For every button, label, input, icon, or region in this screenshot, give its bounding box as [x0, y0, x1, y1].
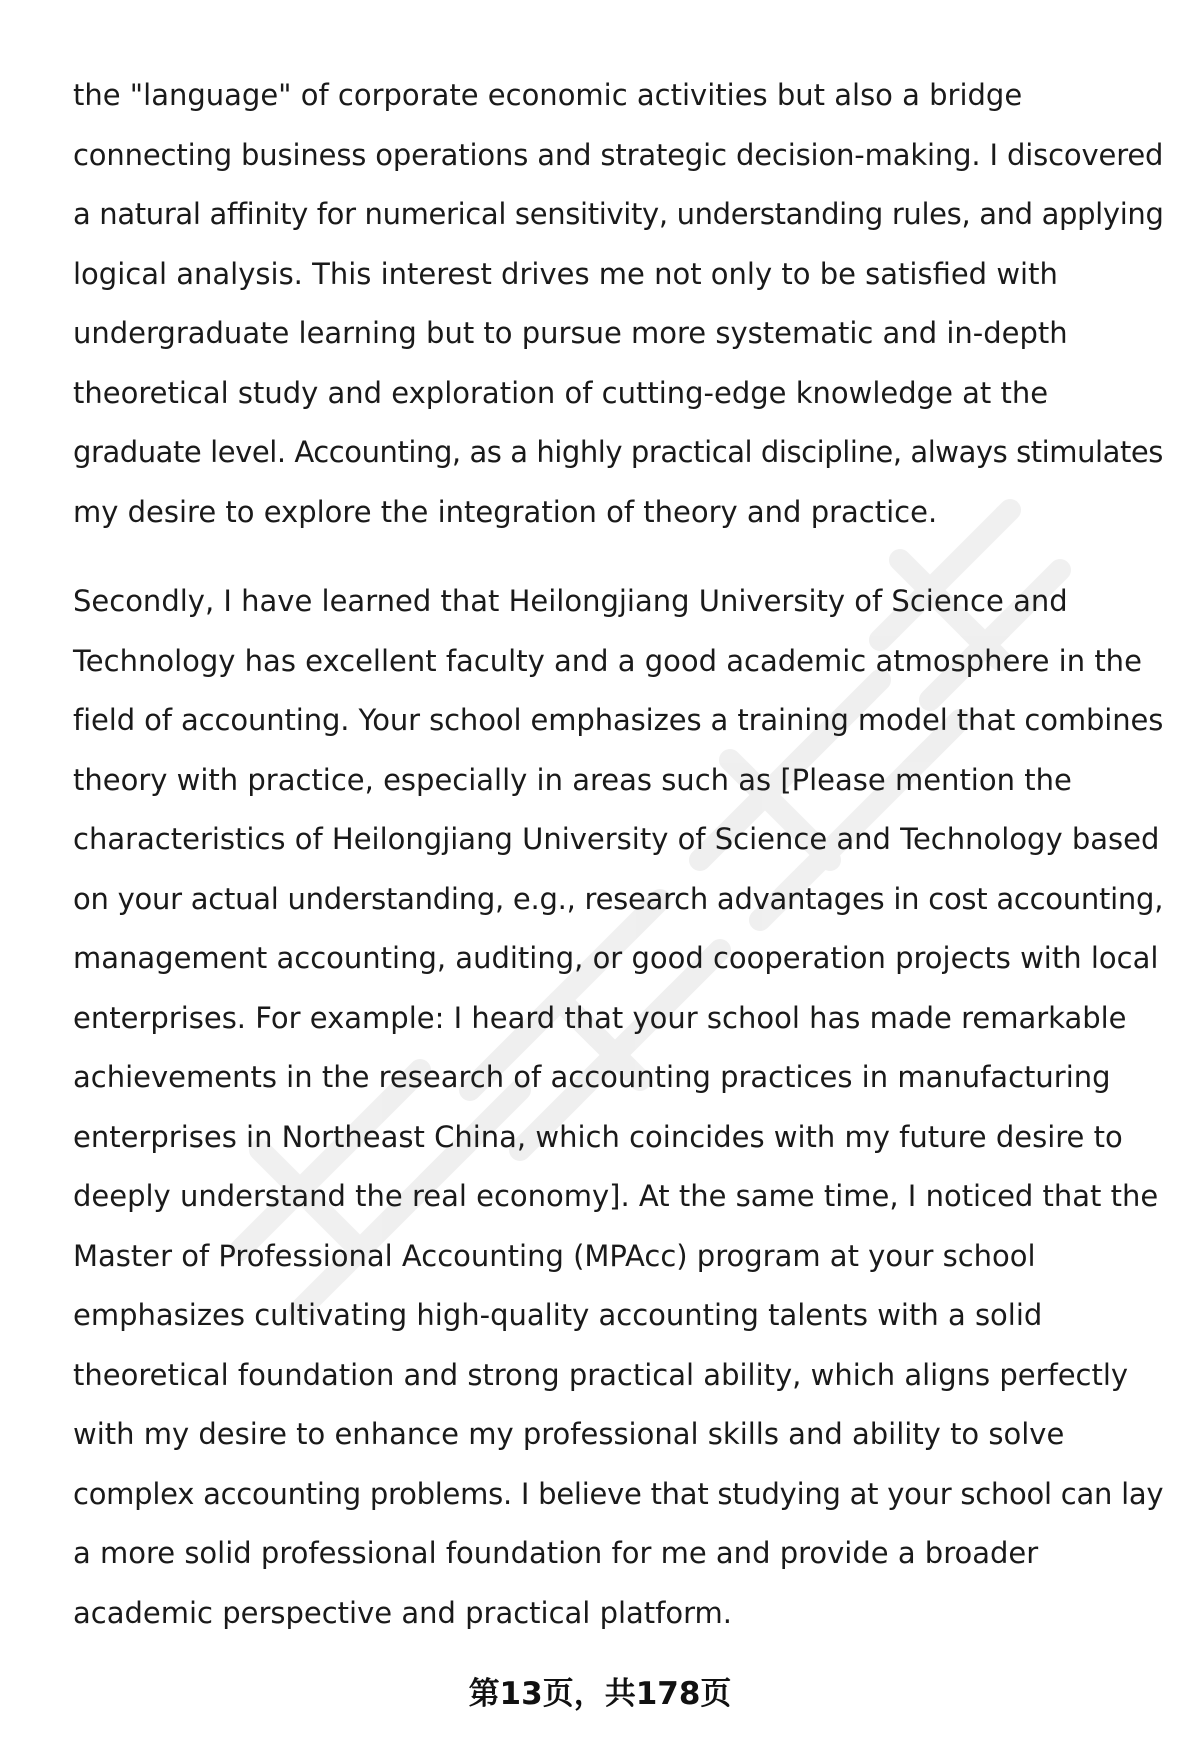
text-line: on your actual understanding, e.g., research advantages in cost accounting, — [73, 881, 1164, 916]
text-line: theoretical study and exploration of cutting-edge knowledge at the — [73, 375, 1049, 410]
text-line: a more solid professional foundation for me and provide a broader — [73, 1536, 1039, 1570]
text-line: Master of Professional Accounting (MPAcc) program at your school — [73, 1238, 1036, 1273]
text-line: academic perspective and practical platform. — [73, 1595, 733, 1630]
text-line: complex accounting problems. I believe that studying at your school can lay — [73, 1476, 1164, 1511]
text-line: deeply understand the real economy]. At the same time, I noticed that the — [73, 1179, 1159, 1213]
text-line: undergraduate learning but to pursue more systematic and in-depth — [73, 316, 1068, 350]
text-line: Technology has excellent faculty and a good academic atmosphere in the — [73, 643, 1142, 678]
text-line: achievements in the research of accounting practices in manufacturing — [73, 1060, 1111, 1094]
text-line: connecting business operations and strategic decision-making. I discovered — [73, 137, 1164, 172]
text-line: the "language" of corporate economic activities but also a bridge — [73, 78, 1023, 112]
text-line: logical analysis. This interest drives me not only to be satisfied with — [73, 256, 1058, 291]
text-line: field of accounting. Your school emphasizes a training model that combines — [73, 703, 1164, 737]
text-line: graduate level. Accounting, as a highly practical discipline, always stimulates — [73, 435, 1163, 469]
text-line: with my desire to enhance my professional skills and ability to solve — [73, 1417, 1065, 1451]
text-line: theory with practice, especially in areas such as [Please mention the — [73, 762, 1072, 797]
text-line: emphasizes cultivating high-quality accounting talents with a solid — [73, 1298, 1043, 1332]
text-line: a natural affinity for numerical sensitivity, understanding rules, and applying — [73, 197, 1164, 231]
paragraph-1 — [73, 66, 1163, 542]
text-line: Secondly, I have learned that Heilongjiang University of Science and — [73, 584, 1068, 618]
text-line: my desire to explore the integration of theory and practice. — [73, 494, 938, 529]
text-line: management accounting, auditing, or good cooperation projects with local — [73, 941, 1159, 975]
text-line: characteristics of Heilongjiang University of Science and Technology based — [73, 822, 1160, 856]
text-line: enterprises in Northeast China, which coincides with my future desire to — [73, 1119, 1123, 1154]
text-line: theoretical foundation and strong practical ability, which aligns perfectly — [73, 1357, 1129, 1392]
page-number-footer: 第13页，共178页 — [468, 1676, 732, 1712]
paragraph-2 — [73, 572, 1163, 1643]
text-line: enterprises. For example: I heard that your school has made remarkable — [73, 1000, 1127, 1035]
